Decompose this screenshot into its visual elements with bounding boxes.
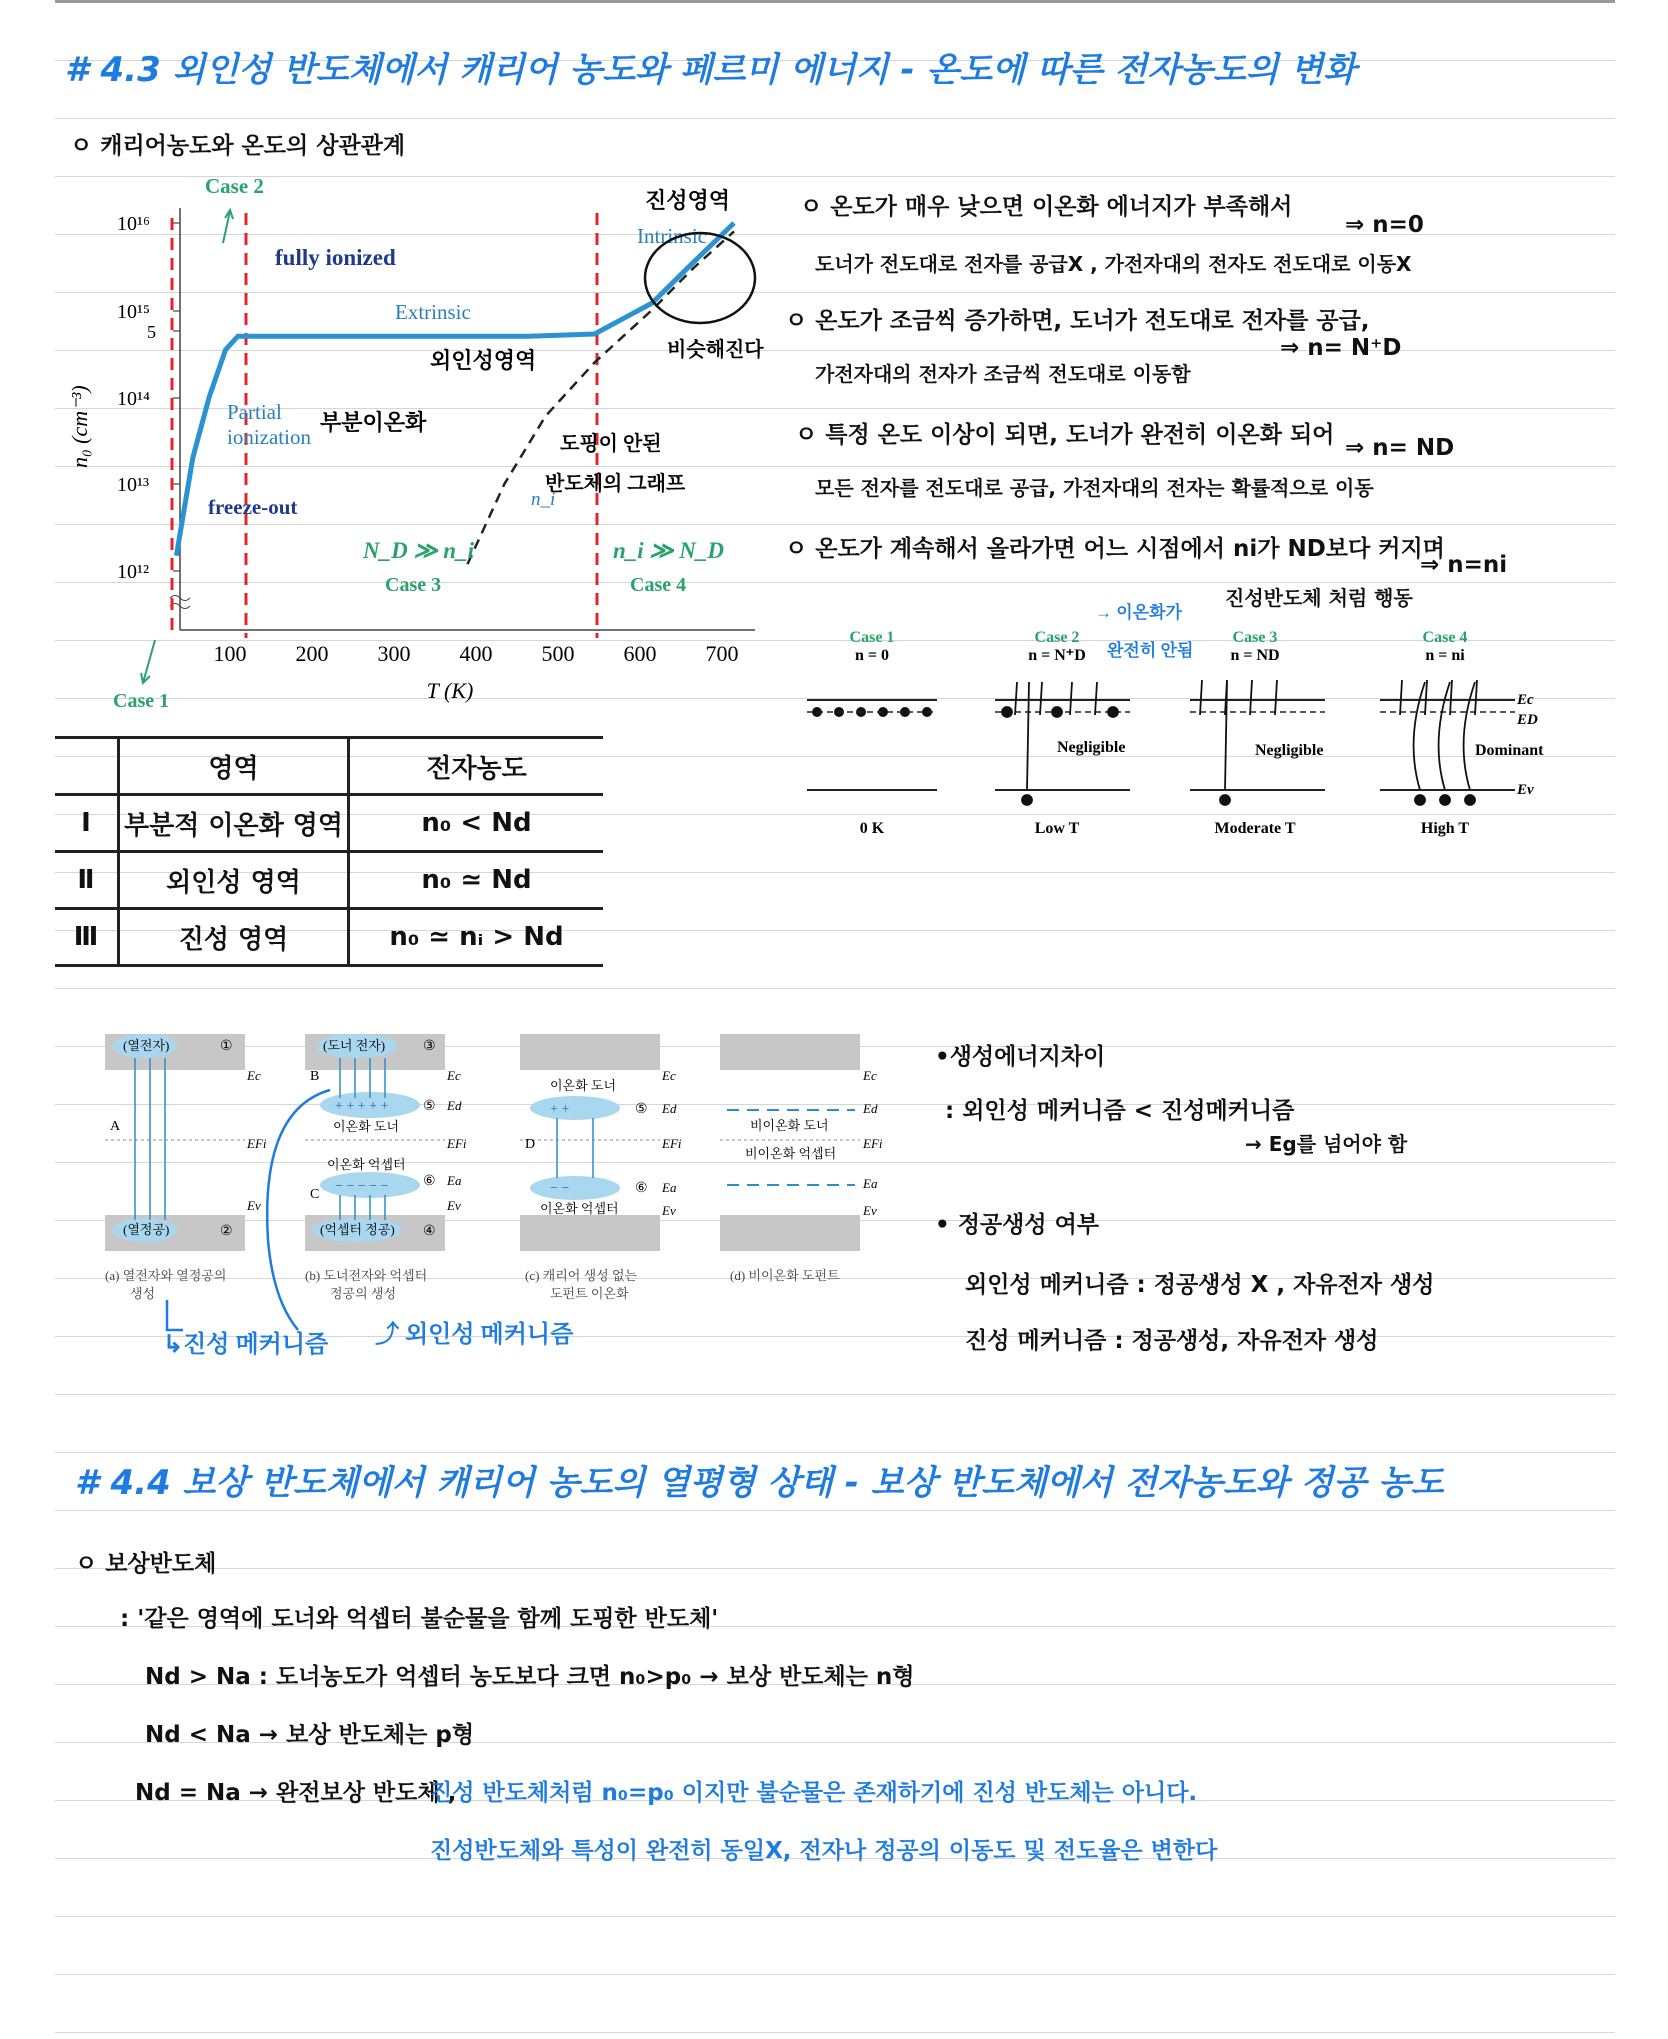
mech-note-2b: 외인성 메커니즘 : 정공생성 X , 자유전자 생성 (965, 1272, 1435, 1298)
arrow-icon (141, 640, 155, 683)
y-tick-marks (173, 223, 180, 571)
hw-extrinsic-region: 외인성영역 (430, 348, 537, 373)
ionization-label: ionization (227, 425, 311, 449)
label: ⑥ (635, 1181, 648, 1196)
label: Ea (447, 1173, 462, 1188)
band-case-temp: Moderate T (1214, 820, 1296, 837)
band-case-temp: High T (1420, 820, 1470, 837)
label: ① (220, 1039, 233, 1054)
section-44-line-3: Nd < Na → 보상 반도체는 p형 (145, 1722, 475, 1748)
result-4: ⇒ n=ni (1420, 552, 1508, 578)
table-cell: n₀ ≃ Nd (349, 852, 604, 909)
valence-band (520, 1215, 660, 1251)
band-diagram-cases (795, 600, 1575, 850)
section-44-line-5: 진성반도체와 특성이 완전히 동일X, 전자나 정공의 이동도 및 전도율은 변한다 (430, 1838, 1218, 1864)
label: ⑤ (635, 1102, 648, 1117)
table-cell: n₀ < Nd (349, 795, 604, 852)
top-border (55, 0, 1615, 3)
valence-band (720, 1215, 860, 1251)
transition-lines (557, 1118, 593, 1178)
transition-lines (135, 1058, 165, 1220)
rule-line (55, 988, 1615, 989)
hw-band-note: → 이온화가 (1095, 603, 1182, 622)
label: 비이온화 억셉터 (745, 1146, 837, 1161)
label: ④ (423, 1224, 436, 1239)
note-2b: 가전자대의 전자가 조금씩 전도대로 이동함 (815, 362, 1191, 386)
table-row (55, 909, 603, 966)
label: 이온화 억셉터 (540, 1201, 619, 1216)
label: Ed (447, 1098, 462, 1113)
caption: 도펀트 이온화 (550, 1286, 629, 1301)
label: A (110, 1119, 121, 1134)
label: Ev (247, 1198, 261, 1213)
x-tick-label: 600 (623, 641, 657, 666)
x-tick-label: 200 (295, 641, 329, 666)
mech-note-1b: : 외인성 메커니즘 < 진성메커니즘 (945, 1098, 1295, 1124)
case1-label: Case 1 (113, 690, 170, 708)
band-case-title: Case 1 (849, 629, 895, 646)
table-row (55, 795, 603, 852)
table-cell: Ⅰ (55, 795, 119, 852)
section-44-title: # 4.4 보상 반도체에서 캐리어 농도의 열평형 상태 - 보상 반도체에서 전자농도와 정공 농도 (75, 1463, 1444, 1503)
hw-undoped-2: 반도체의 그래프 (545, 473, 686, 495)
mech-note-1: •생성에너지차이 (935, 1044, 1106, 1070)
label: C (310, 1187, 320, 1202)
label: EFi (247, 1136, 267, 1151)
region-table (55, 736, 603, 967)
band-case-title: Case 2 (1034, 629, 1080, 646)
table-cell: Ⅱ (55, 852, 119, 909)
note-3: ㅇ 특정 온도 이상이 되면, 도너가 완전히 이온화 되어 (795, 422, 1335, 448)
label: B (310, 1069, 320, 1084)
mech-note-1c: → Eg를 넘어야 함 (1245, 1132, 1408, 1156)
caption: 생성 (130, 1286, 156, 1301)
band-case-eq: n = N⁺D (1028, 647, 1086, 664)
result-2: ⇒ n= N⁺D (1280, 335, 1402, 361)
label: Ec (247, 1068, 261, 1083)
rule-line (55, 1394, 1615, 1395)
rule-line (55, 1974, 1615, 1975)
section-44-line-4: Nd = Na → 완전보상 반도체 , (135, 1780, 457, 1806)
y-tick-label: 10¹³ (117, 474, 149, 496)
hw-band-note-2: 완전히 안됨 (1107, 641, 1194, 660)
label: D (525, 1137, 536, 1152)
hw-intrinsic-mechanism: ↳진성 메커니즘 (163, 1332, 329, 1358)
note-3b: 모든 전자를 전도대로 공급, 가전자대의 전자는 확률적으로 이동 (815, 476, 1374, 500)
plus-icon: + + (550, 1102, 570, 1117)
x-tick-label: 300 (377, 641, 411, 666)
table-row (55, 738, 603, 795)
y-tick-label: 10¹⁶ (117, 213, 150, 235)
hw-intrinsic-region: 진성영역 (645, 188, 731, 213)
y-tick-label: 10¹⁴ (117, 388, 150, 410)
label: EFi (662, 1136, 682, 1151)
label: Ed (662, 1101, 677, 1116)
hw-partial-ionization: 부분이온화 (320, 410, 427, 435)
extrinsic-label: Extrinsic (395, 300, 471, 324)
hw-similar: 비슷해진다 (667, 339, 764, 361)
table-cell: 외인성 영역 (119, 852, 349, 909)
label: Ed (863, 1101, 878, 1116)
section-44-line-4b: 진성 반도체처럼 n₀=p₀ 이지만 불순물은 존재하기에 진성 반도체는 아니다. (430, 1780, 1198, 1806)
negligible-label: Negligible (1255, 742, 1324, 759)
section-44-subtitle: ㅇ 보상반도체 (75, 1551, 217, 1577)
label: (열정공) (123, 1222, 170, 1237)
band-case-eq: n = ni (1425, 647, 1465, 664)
table-cell: 영역 (119, 738, 349, 795)
label: (열전자) (123, 1038, 170, 1053)
label: Ec (447, 1068, 461, 1083)
label: Ev (447, 1198, 461, 1213)
label: Ec (863, 1068, 877, 1083)
label: ⑥ (423, 1174, 436, 1189)
dominant-label: Dominant (1475, 742, 1544, 759)
rule-line (55, 1568, 1615, 1569)
label: (도너 전자) (323, 1038, 386, 1053)
minus-icon: − − − − − (335, 1179, 389, 1194)
ionized-acceptor (530, 1176, 620, 1200)
x-axis-label: T (K) (426, 678, 474, 703)
case2-label: Case 2 (205, 174, 264, 198)
section-43-subtitle: ㅇ 캐리어농도와 온도의 상관관계 (70, 133, 406, 159)
caption: (d) 비이온화 도펀트 (730, 1268, 840, 1283)
label: 이온화 도너 (550, 1078, 617, 1093)
nd-gg-ni-label: N_D ≫ n_i (363, 538, 474, 563)
carrier-temperature-graph (55, 168, 775, 708)
table-row (55, 852, 603, 909)
note-4b: 진성반도체 처럼 행동 (1225, 586, 1413, 610)
y-tick-label: 10¹² (117, 561, 149, 583)
excitation-arrows (1400, 680, 1477, 805)
ionized-donor (530, 1096, 620, 1120)
y-tick-label: 5 (147, 322, 156, 342)
note-4: ㅇ 온도가 계속해서 올라가면 어느 시점에서 ni가 ND보다 커지며 (785, 536, 1445, 562)
generation-mechanisms-figure (95, 1030, 935, 1360)
caption: (a) 열전자와 열정공의 (105, 1268, 227, 1283)
plus-icon: + + + + + (335, 1099, 389, 1114)
label: (억셉터 정공) (320, 1222, 395, 1237)
fully-ionized-label: fully ionized (275, 245, 396, 270)
table-cell (55, 738, 119, 795)
intrinsic-label: Intrinsic (637, 224, 707, 248)
arrow-icon (167, 1300, 183, 1330)
section-44-line-1: : '같은 영역에 도너와 억셉터 불순물을 함께 도핑한 반도체' (120, 1606, 719, 1632)
conduction-band (520, 1034, 660, 1070)
ni-gg-nd-label: n_i ≫ N_D (613, 538, 724, 563)
ni-curve-label: n_i (531, 489, 556, 510)
case4-label: Case 4 (630, 574, 687, 596)
mech-note-2c: 진성 메커니즘 : 정공생성, 자유전자 생성 (965, 1328, 1379, 1354)
ni-curve (468, 231, 735, 564)
note-1: ㅇ 온도가 매우 낮으면 이온화 에너지가 부족해서 (800, 194, 1293, 220)
table-cell: 진성 영역 (119, 909, 349, 966)
label: 이온화 도너 (333, 1119, 400, 1134)
rule-line (55, 1916, 1615, 1917)
x-tick-label: 500 (541, 641, 575, 666)
hw-extrinsic-mechanism: ⤴ 외인성 메커니즘 (375, 1322, 574, 1348)
case3-label: Case 3 (385, 574, 442, 596)
rule-line (55, 2032, 1615, 2033)
y-tick-label: 10¹⁵ (117, 301, 150, 323)
caption: (c) 캐리어 생성 없는 (525, 1268, 638, 1283)
band-case-eq: n = 0 (854, 647, 890, 664)
arrow-icon (223, 210, 233, 243)
x-tick-label: 700 (705, 641, 739, 666)
label: Ev (863, 1203, 877, 1218)
y-axis-label: n₀ (cm⁻³) (67, 385, 92, 468)
caption: (b) 도너전자와 억셉터 (305, 1268, 428, 1283)
label: 이온화 억셉터 (327, 1157, 406, 1172)
result-1: ⇒ n=0 (1345, 212, 1424, 238)
label: Ev (662, 1203, 676, 1218)
note-1b: 도너가 전도대로 전자를 공급X , 가전자대의 전자도 전도대로 이동X (815, 252, 1412, 276)
caption: 정공의 생성 (330, 1286, 397, 1301)
label: 비이온화 도너 (750, 1118, 829, 1133)
label: EFi (447, 1136, 467, 1151)
table-cell: n₀ ≃ nᵢ > Nd (349, 909, 604, 966)
section-43-title: # 4.3 외인성 반도체에서 캐리어 농도와 페르미 에너지 - 온도에 따른 전자농도의 변화 (65, 50, 1357, 90)
section-44-line-2: Nd > Na : 도너농도가 억셉터 농도보다 크면 n₀>p₀ → 보상 반도체는 n형 (145, 1664, 915, 1690)
label: Ea (662, 1180, 677, 1195)
rule-line (55, 1452, 1615, 1453)
label: ② (220, 1224, 233, 1239)
rule-line (55, 118, 1615, 119)
note-2: ㅇ 온도가 조금씩 증가하면, 도너가 전도대로 전자를 공급, (785, 308, 1370, 334)
conduction-band (720, 1034, 860, 1070)
x-tick-label: 100 (213, 641, 247, 666)
label: Ea (863, 1176, 878, 1191)
table-cell: 부분적 이온화 영역 (119, 795, 349, 852)
label: ⑤ (423, 1099, 436, 1114)
rule-line (55, 1510, 1615, 1511)
band-case-temp: 0 K (859, 820, 885, 837)
ec-label: Ec (1517, 692, 1534, 708)
ev-label: Ev (1517, 782, 1534, 798)
ed-label: ED (1517, 712, 1538, 728)
x-tick-label: 400 (459, 641, 493, 666)
band-case-temp: Low T (1034, 820, 1080, 837)
hw-undoped-1: 도핑이 안된 (560, 433, 662, 455)
negligible-label: Negligible (1057, 739, 1126, 756)
result-3: ⇒ n= ND (1345, 435, 1455, 461)
minus-icon: − − (550, 1181, 570, 1196)
mech-note-2: • 정공생성 여부 (935, 1212, 1100, 1238)
band-case-title: Case 4 (1422, 629, 1468, 646)
freeze-out-label: freeze-out (208, 495, 298, 519)
label: ③ (423, 1039, 436, 1054)
band-case-eq: n = ND (1230, 647, 1280, 664)
label: EFi (863, 1136, 883, 1151)
label: Ec (662, 1068, 676, 1083)
partial-label: Partial (227, 400, 282, 424)
arrow-icon (267, 1090, 330, 1330)
table-cell: 전자농도 (349, 738, 604, 795)
table-cell: Ⅲ (55, 909, 119, 966)
band-case-title: Case 3 (1232, 629, 1278, 646)
